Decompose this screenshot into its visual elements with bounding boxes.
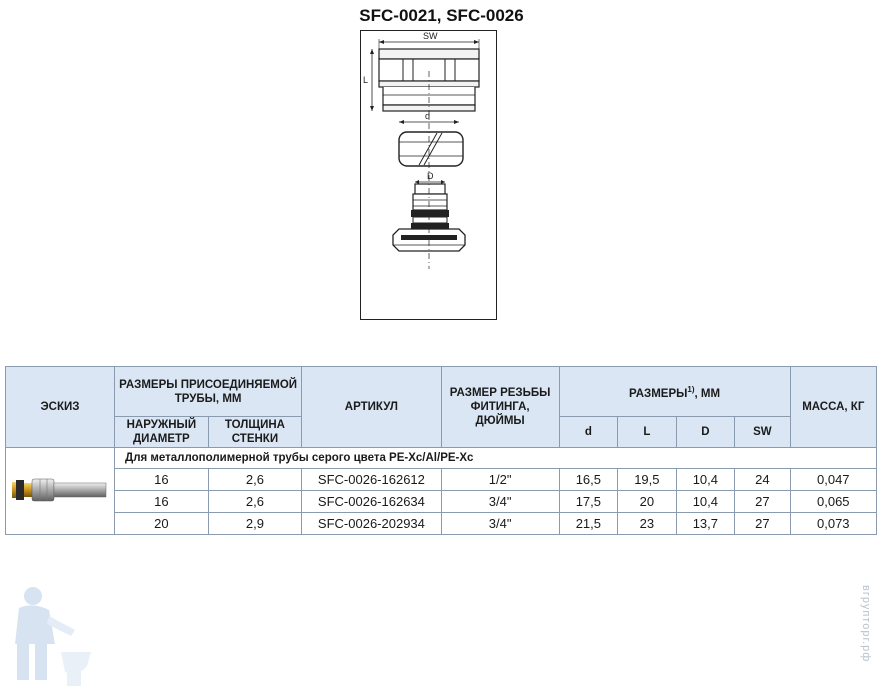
header-wall-thickness: ТОЛЩИНА СТЕНКИ	[208, 417, 302, 448]
header-dimensions-text: РАЗМЕРЫ	[629, 387, 688, 400]
header-col-d: d	[559, 417, 618, 448]
header-article: АРТИКУЛ	[302, 367, 441, 448]
sw-arrow-right	[474, 40, 479, 44]
header-sketch: ЭСКИЗ	[6, 367, 115, 448]
cell-outer: 16	[115, 491, 209, 513]
cell-sw: 27	[735, 513, 790, 535]
cell-d: 16,5	[559, 469, 618, 491]
cell-sw: 24	[735, 469, 790, 491]
cell-mass: 0,065	[790, 491, 876, 513]
header-col-big-d: D	[676, 417, 735, 448]
page-title: SFC-0021, SFC-0026	[359, 6, 524, 25]
cell-article: SFC-0026-162612	[302, 469, 441, 491]
technical-drawing	[360, 30, 497, 320]
cell-wall: 2,9	[208, 513, 302, 535]
nut-top	[379, 49, 479, 59]
cell-big-d: 10,4	[676, 469, 735, 491]
header-dimensions-footnote: 1)	[687, 384, 695, 394]
l-label: L	[363, 75, 369, 85]
header-mass: МАССА, КГ	[790, 367, 876, 448]
cell-d: 21,5	[559, 513, 618, 535]
cell-outer: 16	[115, 469, 209, 491]
cell-thread: 1/2"	[441, 469, 559, 491]
cell-thread: 3/4"	[441, 491, 559, 513]
table-row	[6, 513, 877, 535]
header-col-sw: SW	[735, 417, 790, 448]
cell-thread: 3/4"	[441, 513, 559, 535]
plumber-icon	[5, 582, 95, 692]
cell-l: 23	[618, 513, 677, 535]
split-ring	[399, 132, 463, 166]
header-dimensions-unit: , ММ	[694, 387, 721, 400]
cell-wall: 2,6	[208, 469, 302, 491]
cell-article: SFC-0026-202934	[302, 513, 441, 535]
cell-mass: 0,073	[790, 513, 876, 535]
cell-l: 19,5	[618, 469, 677, 491]
spec-table	[5, 366, 877, 535]
sw-label: SW	[423, 31, 438, 41]
header-pipe-sizes: РАЗМЕРЫ ПРИСОЕДИНЯЕМОЙ ТРУБЫ, ММ	[115, 367, 302, 417]
cell-big-d: 10,4	[676, 491, 735, 513]
fitting-tip	[415, 184, 445, 194]
side-watermark: вгрупторг.рф	[860, 585, 872, 663]
table-row	[6, 469, 877, 491]
cell-article: SFC-0026-162634	[302, 491, 441, 513]
cell-d: 17,5	[559, 491, 618, 513]
plumber-watermark	[5, 582, 95, 697]
table-row	[6, 491, 877, 513]
sketch-cell	[6, 448, 115, 535]
cell-mass: 0,047	[790, 469, 876, 491]
header-dimensions	[559, 367, 790, 417]
big-d-label: D	[427, 171, 434, 181]
header-thread-size: РАЗМЕР РЕЗЬБЫ ФИТИНГА, ДЮЙМЫ	[441, 367, 559, 448]
fitting-diagram	[361, 31, 496, 319]
cell-big-d: 13,7	[676, 513, 735, 535]
cell-outer: 20	[115, 513, 209, 535]
nut-body	[379, 59, 479, 81]
cell-sw: 27	[735, 491, 790, 513]
group-label: Для металлополимерной трубы серого цвета PE-Xc/Al/PE-Xc	[115, 448, 877, 469]
d-label: d	[425, 111, 431, 121]
o-ring-bottom	[411, 223, 449, 229]
header-outer-diameter: НАРУЖНЫЙ ДИАМЕТР	[115, 417, 209, 448]
cell-l: 20	[618, 491, 677, 513]
header-col-l: L	[618, 417, 677, 448]
cell-wall: 2,6	[208, 491, 302, 513]
fitting-photo	[10, 450, 110, 530]
sw-arrow-left	[379, 40, 384, 44]
o-ring-top	[411, 210, 449, 217]
